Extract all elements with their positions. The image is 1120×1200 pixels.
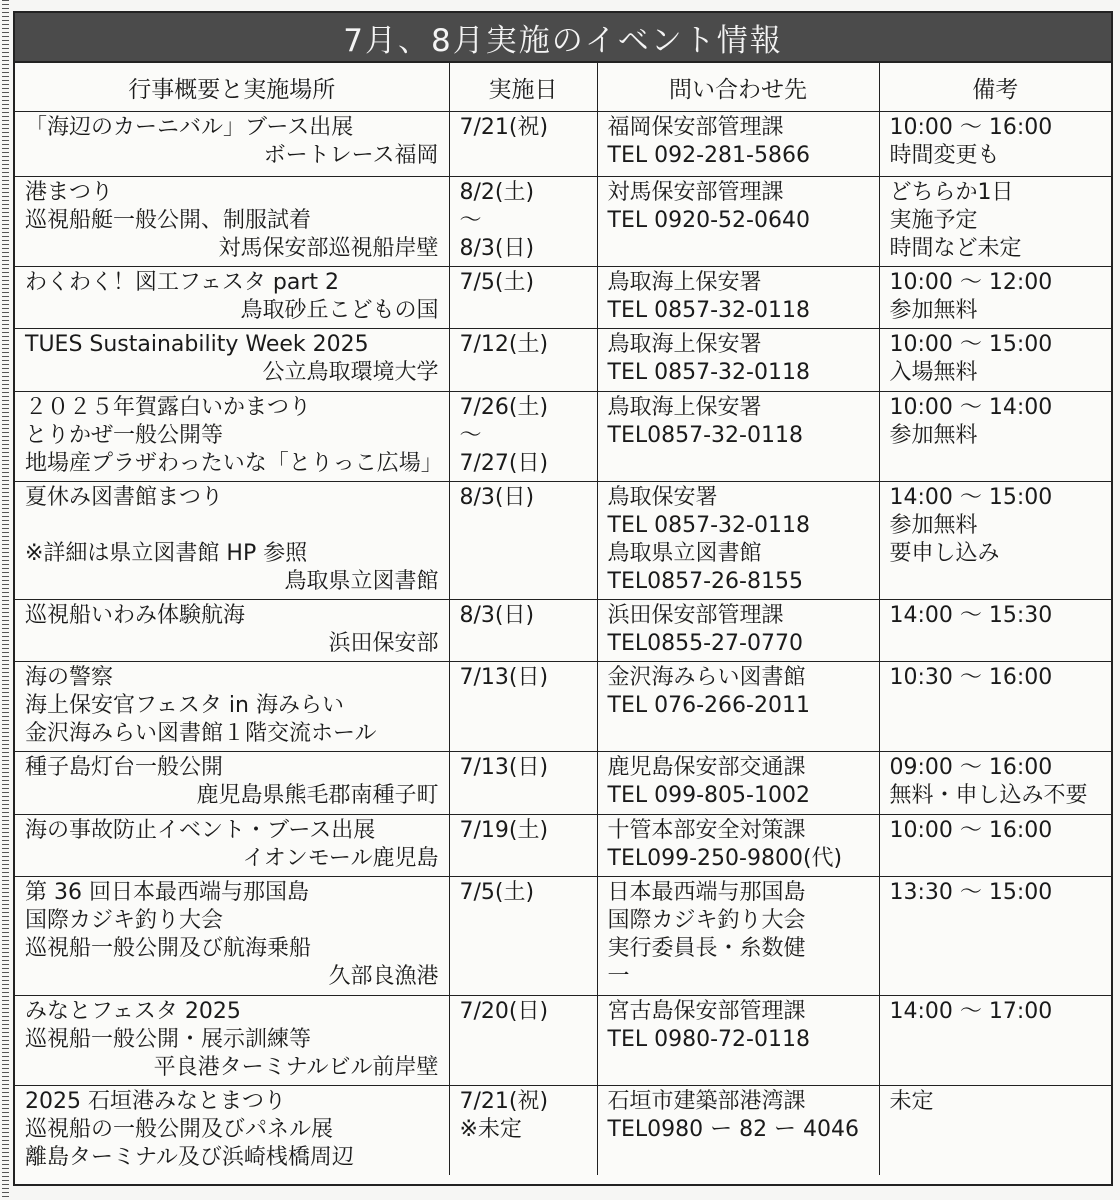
date-line: ～ (459, 423, 482, 448)
note-cell (879, 177, 1111, 267)
event-line: とりかぜ一般公開等 (25, 423, 224, 448)
contact-cell (597, 482, 879, 600)
contact-line: TEL0980 ー 82 ー 4046 (607, 1117, 860, 1142)
date-line: 7/5(土) (459, 270, 535, 295)
contact-cell (597, 177, 879, 267)
contact-cell (597, 392, 879, 482)
contact-line: 金沢海みらい図書館 (607, 665, 806, 690)
event-place: 平良港ターミナルビル前岸壁 (153, 1055, 439, 1080)
note-line: 未定 (889, 1089, 934, 1114)
event-line: わくわく！図工フェスタ part 2 (25, 270, 340, 295)
note-cell (879, 1086, 1111, 1176)
contact-line: 浜田保安部管理課 (607, 603, 784, 628)
event-cell (15, 996, 449, 1086)
contact-cell (597, 877, 879, 996)
note-line: 10:00 ～ 14:00 (889, 395, 1053, 420)
note-line: 14:00 ～ 15:30 (889, 603, 1053, 628)
event-cell (15, 177, 449, 267)
event-line: 海上保安官フェスタ in 海みらい (25, 693, 344, 718)
event-line: 巡視船いわみ体験航海 (25, 603, 246, 628)
event-line: 2025 石垣港みなとまつり (25, 1089, 286, 1114)
table-row (15, 177, 1111, 267)
table-row (15, 329, 1111, 392)
event-line (25, 512, 439, 540)
note-cell (879, 482, 1111, 600)
table-row (15, 600, 1111, 662)
date-cell (449, 329, 597, 392)
contact-line: TEL 0857-32-0118 (607, 298, 810, 323)
event-line: 巡視船一般公開・展示訓練等 (25, 1027, 312, 1052)
contact-line: 鳥取県立図書館 (607, 541, 762, 566)
note-line: 10:00 ～ 12:00 (889, 270, 1053, 295)
date-cell (449, 662, 597, 752)
contact-line: TEL 0857-32-0118 (607, 360, 810, 385)
note-line: 14:00 ～ 17:00 (889, 999, 1053, 1024)
contact-line: TEL0857-26-8155 (607, 569, 803, 594)
note-cell (879, 329, 1111, 392)
date-line: 8/3(日) (459, 603, 535, 628)
contact-line: 一 (607, 964, 630, 989)
note-cell (879, 996, 1111, 1086)
date-cell (449, 392, 597, 482)
contact-line: 鳥取海上保安署 (607, 270, 762, 295)
event-line: 海の事故防止イベント・ブース出展 (25, 818, 376, 843)
table-row (15, 752, 1111, 815)
event-line: 国際カジキ釣り大会 (25, 908, 224, 933)
table-row (15, 877, 1111, 996)
event-table (15, 63, 1111, 1175)
date-cell (449, 600, 597, 662)
contact-line: TEL 099-805-1002 (607, 783, 810, 808)
note-cell (879, 815, 1111, 877)
contact-line: 日本最西端与那国島 (607, 880, 806, 905)
note-line: 09:00 ～ 16:00 (889, 755, 1053, 780)
date-line: 7/19(土) (459, 818, 549, 843)
note-line: 10:30 ～ 16:00 (889, 665, 1053, 690)
date-line: 7/13(日) (459, 665, 549, 690)
note-cell (879, 752, 1111, 815)
contact-line: 国際カジキ釣り大会 (607, 908, 806, 933)
event-line: TUES Sustainability Week 2025 (25, 332, 369, 357)
note-cell (879, 392, 1111, 482)
contact-cell (597, 662, 879, 752)
note-line: 参加無料 (889, 423, 978, 448)
date-line: 7/21(祝) (459, 1089, 549, 1114)
event-place: 鳥取砂丘こどもの国 (240, 298, 439, 323)
note-cell (879, 877, 1111, 996)
contact-cell (597, 600, 879, 662)
note-line: 10:00 ～ 16:00 (889, 818, 1053, 843)
date-cell (449, 877, 597, 996)
event-place: 公立鳥取環境大学 (262, 360, 439, 385)
event-cell (15, 752, 449, 815)
contact-line: 鹿児島保安部交通課 (607, 755, 806, 780)
event-line: 離島ターミナル及び浜崎桟橋周辺 (25, 1145, 354, 1170)
panel-title: 7月、8月実施のイベント情報 (15, 13, 1111, 63)
note-line: 10:00 ～ 15:00 (889, 332, 1053, 357)
event-line: 種子島灯台一般公開 (25, 755, 224, 780)
note-line: 参加無料 (889, 513, 978, 538)
note-line: 10:00 ～ 16:00 (889, 115, 1053, 140)
contact-cell (597, 752, 879, 815)
table-row (15, 482, 1111, 600)
header-note: 備考 (879, 63, 1111, 112)
date-cell (449, 482, 597, 600)
event-cell (15, 662, 449, 752)
contact-line: TEL0855-27-0770 (607, 631, 803, 656)
note-line: 実施予定 (889, 208, 978, 233)
date-line: ～ (459, 208, 482, 233)
note-cell (879, 112, 1111, 177)
date-line: 8/2(土) (459, 180, 535, 205)
contact-line: 石垣市建築部港湾課 (607, 1089, 806, 1114)
event-cell (15, 1086, 449, 1176)
event-place: イオンモール鹿児島 (242, 846, 439, 871)
table-row (15, 662, 1111, 752)
header-contact: 問い合わせ先 (597, 63, 879, 112)
contact-cell (597, 815, 879, 877)
event-line: 地場産プラザわったいな「とりっこ広場」 (25, 451, 443, 476)
event-cell (15, 815, 449, 877)
page-edge-rule (2, 0, 9, 1200)
table-row (15, 392, 1111, 482)
contact-cell (597, 1086, 879, 1176)
note-line: 13:30 ～ 15:00 (889, 880, 1053, 905)
table-header-row (15, 63, 1111, 112)
event-cell (15, 600, 449, 662)
event-line: みなとフェスタ 2025 (25, 999, 241, 1024)
table-row (15, 267, 1111, 329)
date-line: 8/3(日) (459, 485, 535, 510)
contact-cell (597, 329, 879, 392)
contact-line: TEL099-250-9800(代) (607, 846, 843, 871)
event-place: 鳥取県立図書館 (284, 569, 439, 594)
event-line: 夏休み図書館まつり (25, 485, 224, 510)
date-line: ※未定 (459, 1117, 522, 1142)
event-cell (15, 267, 449, 329)
date-line: 7/26(土) (459, 395, 549, 420)
event-place: 久部良漁港 (328, 964, 439, 989)
note-line: 要申し込み (889, 541, 1000, 566)
event-line: 「海辺のカーニバル」ブース出展 (25, 115, 354, 140)
note-line: 参加無料 (889, 298, 978, 323)
date-line: 8/3(日) (459, 236, 535, 261)
note-cell (879, 662, 1111, 752)
date-cell (449, 752, 597, 815)
contact-line: 実行委員長・糸数健 (607, 936, 806, 961)
contact-line: TEL 092-281-5866 (607, 143, 810, 168)
note-line: 14:00 ～ 15:00 (889, 485, 1053, 510)
event-cell (15, 329, 449, 392)
date-cell (449, 815, 597, 877)
contact-line: TEL0857-32-0118 (607, 423, 803, 448)
date-line: 7/27(日) (459, 451, 549, 476)
event-line: 金沢海みらい図書館１階交流ホール (25, 721, 377, 746)
event-line: 巡視船一般公開及び航海乗船 (25, 936, 312, 961)
date-line: 7/5(土) (459, 880, 535, 905)
date-line: 7/21(祝) (459, 115, 549, 140)
event-line: 海の警察 (25, 665, 114, 690)
header-date: 実施日 (449, 63, 597, 112)
date-line: 7/20(日) (459, 999, 549, 1024)
contact-cell (597, 112, 879, 177)
event-place: 対馬保安部巡視船岸壁 (218, 236, 439, 261)
contact-line: TEL 076-266-2011 (607, 693, 810, 718)
event-cell (15, 877, 449, 996)
event-line: 港まつり (25, 180, 114, 205)
event-place: 鹿児島県熊毛郡南種子町 (196, 783, 439, 808)
date-cell (449, 267, 597, 329)
note-cell (879, 600, 1111, 662)
table-row (15, 815, 1111, 877)
contact-line: 十管本部安全対策課 (607, 818, 806, 843)
event-line: ２０２５年賀露白いかまつり (25, 395, 312, 420)
table-row (15, 996, 1111, 1086)
event-cell (15, 392, 449, 482)
contact-cell (597, 996, 879, 1086)
contact-line: 鳥取海上保安署 (607, 332, 762, 357)
event-cell (15, 482, 449, 600)
date-cell (449, 112, 597, 177)
date-line: 7/12(土) (459, 332, 549, 357)
contact-line: 鳥取海上保安署 (607, 395, 762, 420)
event-line: 第 36 回日本最西端与那国島 (25, 880, 309, 905)
note-cell (879, 267, 1111, 329)
note-line: 時間など未定 (889, 236, 1022, 261)
header-event: 行事概要と実施場所 (15, 63, 449, 112)
table-row (15, 112, 1111, 177)
note-line: 無料・申し込み不要 (889, 783, 1088, 808)
event-line: 巡視船の一般公開及びパネル展 (25, 1117, 334, 1142)
contact-line: 福岡保安部管理課 (607, 115, 784, 140)
contact-line: TEL 0980-72-0118 (607, 1027, 810, 1052)
contact-line: 鳥取保安署 (607, 485, 718, 510)
note-line: どちらか1日 (889, 180, 1014, 205)
contact-line: 対馬保安部管理課 (607, 180, 784, 205)
contact-line: TEL 0857-32-0118 (607, 513, 810, 538)
event-place: ボートレース福岡 (263, 143, 439, 168)
event-info-panel (13, 11, 1113, 1186)
table-row (15, 1086, 1111, 1176)
event-place: 浜田保安部 (328, 631, 439, 656)
date-cell (449, 177, 597, 267)
date-line: 7/13(日) (459, 755, 549, 780)
event-line: 巡視船艇一般公開、制服試着 (25, 208, 312, 233)
date-cell (449, 1086, 597, 1176)
event-cell (15, 112, 449, 177)
note-line: 時間変更も (889, 143, 1000, 168)
contact-cell (597, 267, 879, 329)
event-line: ※詳細は県立図書館 HP 参照 (25, 541, 308, 566)
contact-line: 宮古島保安部管理課 (607, 999, 806, 1024)
note-line: 入場無料 (889, 360, 978, 385)
contact-line: TEL 0920-52-0640 (607, 208, 810, 233)
date-cell (449, 996, 597, 1086)
